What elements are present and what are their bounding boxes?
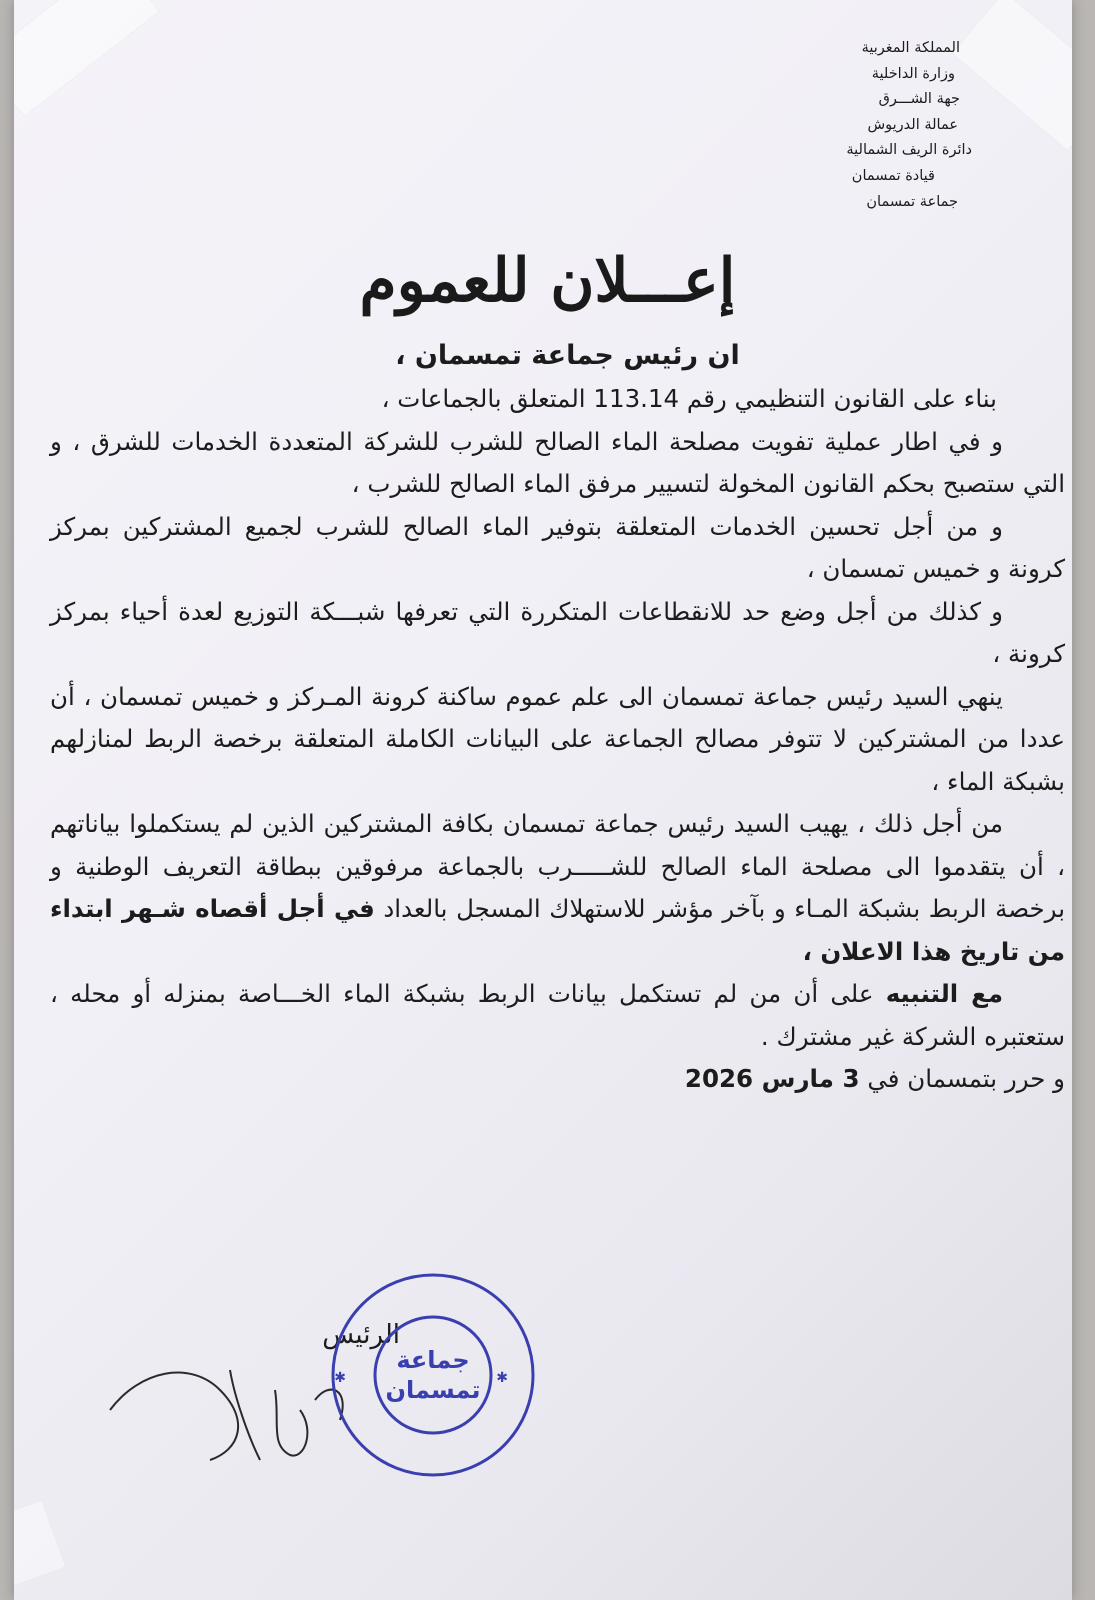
paragraph-announcement: ينهي السيد رئيس جماعة تمسمان الى علم عموم ساكنة كرونة المـركز و خميس تمسمان ، أن عددا من المشتركين لا تتوفر مصالح الجماعة على البيانات الكاملة المتعلقة برخصة الربط لمنازلهم بشبكة الماء ، — [50, 681, 1065, 796]
paragraph-legal-basis: بناء على القانون التنظيمي رقم 113.14 المتعلق بالجماعات ، — [381, 384, 997, 413]
deadline-text: في أجل أقصاه شـهر ابتداء من تاريخ هذا الاعلان ، — [50, 894, 1065, 966]
letterhead-line: دائرة الريف الشمالية — [846, 142, 972, 159]
stamp-center-line-2: تمسمان — [385, 1376, 481, 1404]
paragraph-warning — [50, 973, 1065, 1058]
notice-title: إعـــلان للعموم — [359, 246, 736, 316]
tape-bottom-left — [14, 1500, 66, 1589]
paragraph-transfer: و في اطار عملية تفويت مصلحة الماء الصالح للشرب للشركة المتعددة الخدمات للشرق ، و التي ستصبح بحكم القانون المخولة لتسيير مرفق الماء الصالح للشرب ، — [50, 426, 1065, 498]
letterhead-line: جهة الشـــرق — [878, 91, 960, 108]
letterhead-line: عمالة الدريوش — [867, 116, 958, 133]
stamp-star-left: ✱ — [334, 1370, 346, 1386]
stamp-center — [328, 1270, 538, 1480]
letterhead-line: المملكة المغربية — [861, 40, 960, 56]
stamp-star-right: ✱ — [496, 1370, 508, 1386]
notice-subtitle: ان رئيس جماعة تمسمان ، — [395, 340, 740, 371]
stamp-center-line-1: جماعة — [396, 1346, 470, 1374]
handwritten-signature — [100, 1350, 360, 1470]
letterhead-line: وزارة الداخلية — [871, 65, 955, 82]
official-stamp — [328, 1270, 538, 1480]
issued-text: و حرر بتمسمان في — [867, 1064, 1065, 1093]
issue-date: 3 مارس 2026 — [684, 1064, 860, 1093]
letterhead — [30, 36, 1030, 215]
warning-text: على أن من لم تستكمل بيانات الربط بشبكة الماء الخـــاصة بمنزله أو محله ، ستعتبره الشركة غير مشترك . — [50, 979, 1065, 1051]
paragraph-date — [50, 1058, 1065, 1101]
letterhead-line: قيادة تمسمان — [851, 167, 935, 184]
call-text: من أجل ذلك ، يهيب السيد رئيس جماعة تمسمان بكافة المشتركين الذين لم يستكملوا بياناتهم ، أن يتقدموا الى مصلحة الماء الصالح للشـــــرب بالجماعة مرفوقين ببطاقة التعريف الوطنية و برخصة الربط بشبكة المـاء و بآخر مؤشر للاستهلاك المسجل بالعداد — [50, 809, 1066, 923]
paragraph-improvement: و من أجل تحسين الخدمات المتعلقة بتوفير الماء الصالح للشرب لجميع المشتركين بمركز كرونة و خميس تمسمان ، — [50, 511, 1065, 583]
paragraph-outages: و كذلك من أجل وضع حد للانقطاعات المتكررة التي تعرفها شبـــكة التوزيع لعدة أحياء بمركز كرونة ، — [50, 596, 1065, 668]
paragraph-call — [50, 803, 1065, 973]
signature-label: الرئيس — [322, 1320, 400, 1350]
warning-label: مع التنبيه — [885, 979, 1003, 1008]
letterhead-line: جماعة تمسمان — [866, 193, 958, 210]
notice-body — [50, 378, 1065, 1101]
